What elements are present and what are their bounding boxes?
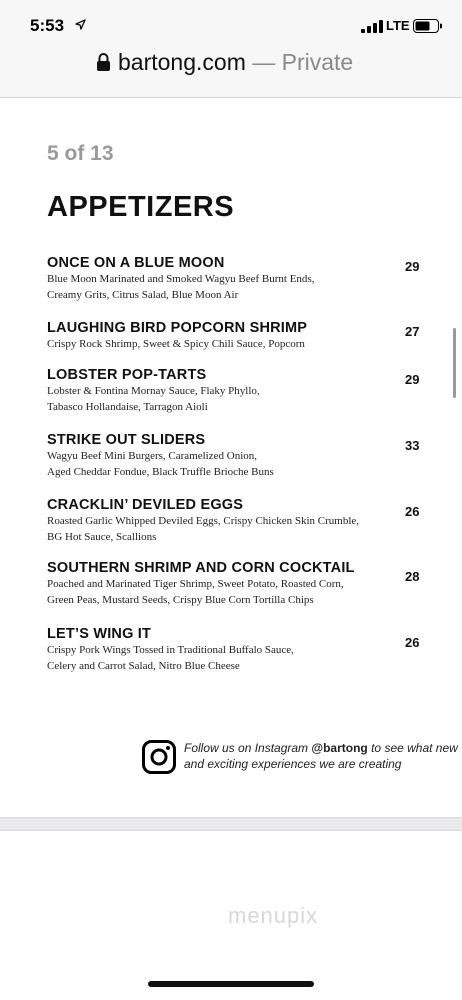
menu-item-name: SOUTHERN SHRIMP AND CORN COCKTAIL (47, 560, 355, 576)
menu-item-desc-line: Celery and Carrot Salad, Nitro Blue Cheese (47, 660, 240, 672)
instagram-suffix: to see what new (367, 741, 458, 755)
network-type: LTE (386, 18, 410, 33)
status-bar (0, 0, 462, 44)
url-domain: bartong.com (118, 49, 246, 75)
menu-item-desc-line: Roasted Garlic Whipped Deviled Eggs, Crispy Chicken Skin Crumble, (47, 515, 360, 527)
instagram-prefix: Follow us on Instagram (184, 741, 312, 755)
menu-item-price: 28 (405, 569, 420, 584)
url-text[interactable] (118, 49, 353, 76)
menu-item (47, 432, 427, 480)
menu-item-name: ONCE ON A BLUE MOON (47, 255, 225, 271)
menu-item-desc-line: Tabasco Hollandaise, Tarragon Aioli (47, 401, 208, 413)
lock-icon (96, 52, 111, 72)
menu-item (47, 367, 427, 415)
watermark: menupix (228, 903, 319, 928)
menu-item (47, 560, 427, 608)
location-arrow-icon (75, 19, 86, 30)
menu-item-name: LET’S WING IT (47, 626, 152, 642)
menu-item-desc-line: Blue Moon Marinated and Smoked Wagyu Beef Burnt Ends, (47, 273, 315, 285)
menu-item-price: 26 (405, 635, 420, 650)
menu-item-price: 26 (405, 504, 420, 519)
menu-item-desc-line: Crispy Pork Wings Tossed in Traditional Buffalo Sauce, (47, 644, 294, 656)
cellular-signal-icon (361, 20, 383, 33)
menu-item-name: LAUGHING BIRD POPCORN SHRIMP (47, 320, 308, 336)
menu-item-price: 29 (405, 372, 420, 387)
instagram-promo-line2: and exciting experiences we are creating (184, 757, 402, 771)
home-indicator[interactable] (148, 981, 314, 987)
menu-item (47, 626, 427, 674)
menu-item-price: 33 (405, 438, 420, 453)
menu-item (47, 497, 427, 545)
instagram-promo-line1 (184, 740, 458, 756)
menu-item-name: LOBSTER POP-TARTS (47, 367, 207, 383)
menu-item-desc-line: Green Peas, Mustard Seeds, Crispy Blue Corn Tortilla Chips (47, 594, 314, 606)
instagram-icon[interactable] (142, 740, 176, 774)
menu-item (47, 255, 427, 303)
scrollbar[interactable] (453, 328, 456, 398)
private-mode-label: — Private (245, 49, 354, 75)
menu-item-desc-line: BG Hot Sauce, Scallions (47, 531, 157, 543)
menu-item-desc-line: Creamy Grits, Citrus Salad, Blue Moon Air (47, 289, 239, 301)
menu-item-desc-line: Aged Cheddar Fondue, Black Truffle Brioche Buns (47, 466, 274, 478)
menu-item-desc-line: Wagyu Beef Mini Burgers, Caramelized Onion, (47, 450, 257, 462)
menu-item-name: CRACKLIN’ DEVILED EGGS (47, 497, 244, 513)
page-divider (0, 817, 462, 831)
page-counter: 5 of 13 (47, 142, 114, 165)
battery-icon (413, 19, 443, 33)
browser-address-bar[interactable] (0, 44, 462, 98)
menu-item-name: STRIKE OUT SLIDERS (47, 432, 206, 448)
menu-item (47, 320, 427, 352)
status-time: 5:53 (30, 16, 65, 35)
section-title: APPETIZERS (47, 191, 235, 223)
menu-item-desc-line: Lobster & Fontina Mornay Sauce, Flaky Phyllo, (47, 385, 260, 397)
instagram-promo-text (184, 740, 458, 772)
menu-item-desc-line: Crispy Rock Shrimp, Sweet & Spicy Chili Sauce, Popcorn (47, 338, 305, 350)
menu-item-price: 29 (405, 259, 420, 274)
menu-item-price: 27 (405, 324, 420, 339)
instagram-handle: @bartong (311, 741, 368, 755)
menu-item-desc-line: Poached and Marinated Tiger Shrimp, Sweet Potato, Roasted Corn, (47, 578, 344, 590)
